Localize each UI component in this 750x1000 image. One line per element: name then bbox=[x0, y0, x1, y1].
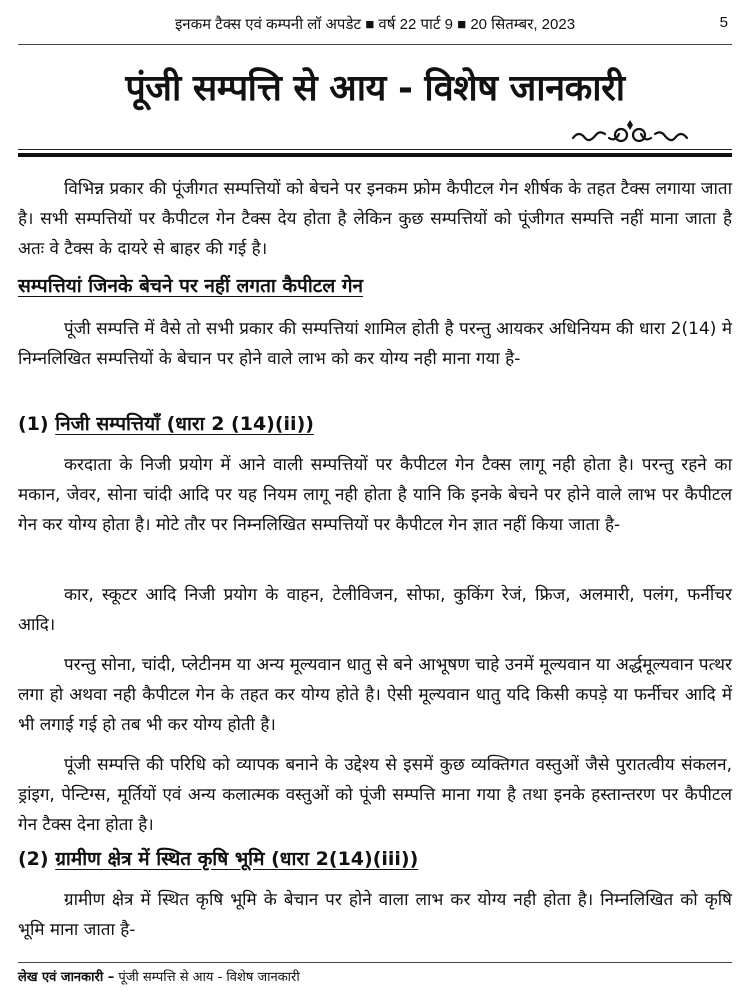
title-divider-thin bbox=[18, 149, 732, 150]
subheading-text: ग्रामीण क्षेत्र में स्थित कृषि भूमि (धारा 2(14)(iii)) bbox=[55, 848, 419, 870]
paragraph: कार, स्कूटर आदि निजी प्रयोग के वाहन, टेलीविजन, सोफा, कुकिंग रेजं, फ्रिज, अलमारी, पलंग, फर्नीचर आदि। bbox=[18, 585, 732, 635]
paragraph: करदाता के निजी प्रयोग में आने वाली सम्पत्तियों पर कैपीटल गेन टैक्स लागू नही होता है। परन्तु रहने का मकान, जेवर, सोना चांदी आदि पर यह नियम लागू नही होता है यानि कि इनके बेचने पर होने वाले लाभ पर कैपीटल गेन कर योग्य होता है। मोटे तौर पर निम्नलिखित सम्पत्तियों पर कैपीटल गेन ज्ञात नहीं किया जाता है- bbox=[18, 455, 732, 535]
paragraph: पूंजी सम्पत्ति की परिधि को व्यापक बनाने के उद्देश्य से इसमें कुछ व्यक्तिगत वस्तुओं जैसे पुरातत्वीय संकलन, ड्रांइग, पेन्टिग्स, मूर्तियों एवं अन्य कलात्मक वस्तुओं को पूंजी सम्पत्ति माना गया है तथा इनके हस्तान्तरण पर कैपीटल गेन टैक्स देना होता है। bbox=[18, 755, 732, 835]
article-title: पूंजी सम्पत्ति से आय - विशेष जानकारी bbox=[125, 68, 625, 109]
ornament-flourish-icon bbox=[565, 118, 695, 146]
section-heading: सम्पत्तियां जिनके बेचने पर नहीं लगता कैपीटल गेन bbox=[18, 275, 364, 297]
paragraph: पूंजी सम्पत्ति में वैसे तो सभी प्रकार की सम्पत्तियां शामिल होती है परन्तु आयकर अधिनियम की धारा 2(14) मे निम्नलिखित सम्पत्तियों के बेचान पर होने वाले लाभ को कर योग्य नही माना गया है- bbox=[18, 319, 732, 369]
footer bbox=[18, 967, 300, 985]
title-divider-thick bbox=[18, 153, 732, 157]
subheading-text: निजी सम्पत्तियाँ (धारा 2 (14)(ii)) bbox=[55, 413, 314, 435]
subheading-number: (1) bbox=[18, 413, 49, 435]
footer-label: लेख एवं जानकारी – bbox=[18, 970, 115, 985]
header-divider bbox=[18, 44, 732, 45]
subheading-number: (2) bbox=[18, 848, 49, 870]
footer-divider bbox=[18, 962, 732, 963]
subheading-1 bbox=[18, 410, 314, 436]
intro-paragraph: विभिन्न प्रकार की पूंजीगत सम्पत्तियों को बेचने पर इनकम फ्रोम कैपीटल गेन शीर्षक के तहत टैक्स लगाया जाता है। सभी सम्पत्तियों पर कैपीटल गेन टैक्स देय होता है लेकिन कुछ सम्पत्तियों को पूंजीगत सम्पत्ति नहीं माना जाता है अतः वे टैक्स के दायरे से बाहर की गई है। bbox=[18, 179, 732, 259]
paragraph: परन्तु सोना, चांदी, प्लेटीनम या अन्य मूल्यवान धातु से बने आभूषण चाहे उनमें मूल्यवान या अर्द्धमूल्यवान पत्थर लगा हो अथवा नही कैपीटल गेन के तहत कर योग्य होते है। ऐसी मूल्यवान धातु यदि किसी कपड़े या फर्नीचर आदि में भी लगाई गई हो तब भी कर योग्य होती है। bbox=[18, 655, 732, 735]
paragraph: ग्रामीण क्षेत्र में स्थित कृषि भूमि के बेचान पर होने वाला लाभ कर योग्य नही होता है। निम्नलिखित को कृषि भूमि माना जाता है- bbox=[18, 890, 732, 940]
subheading-2 bbox=[18, 845, 418, 871]
page-number: 5 bbox=[719, 14, 728, 31]
running-header: इनकम टैक्स एवं कम्पनी लॉ अपडेट ■ वर्ष 22 पार्ट 9 ■ 20 सितम्बर, 2023 bbox=[174, 16, 576, 33]
footer-text: पूंजी सम्पत्ति से आय - विशेष जानकारी bbox=[118, 970, 300, 985]
